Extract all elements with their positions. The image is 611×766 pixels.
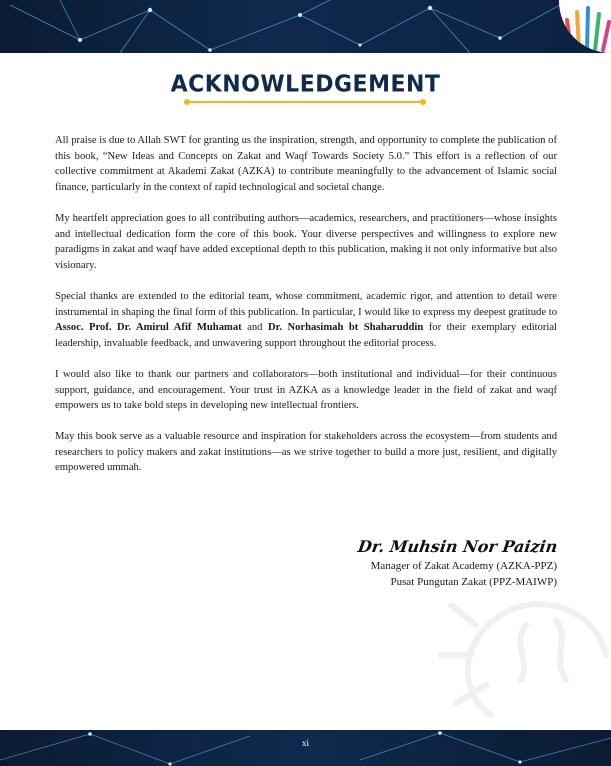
page-number: xi bbox=[301, 738, 309, 748]
paragraph-3 bbox=[55, 289, 557, 351]
editor-name-1: Assoc. Prof. Dr. Amirul Afif Muhamat bbox=[55, 322, 242, 334]
paragraph-3-part-a: Special thanks are extended to the editorial team, whose commitment, academic rigor, and attention to detail were instrumental in shaping the final form of this publication. In particular, I would like to express my deepest gratitude to bbox=[55, 290, 557, 318]
paragraph-4: I would also like to thank our partners and collaborators—both institutional and individual—for their continuous support, guidance, and encouragement. Your trust in AZKA as a knowledge leader in the field of zakat and waqf empowers us to take bold steps in developing new intellectual frontiers. bbox=[55, 368, 557, 412]
title-underline bbox=[187, 101, 423, 103]
acknowledgement-body bbox=[55, 133, 557, 492]
paragraph-1: All praise is due to Allah SWT for granting us the inspiration, strength, and opportunity to complete the publication of this book, “New Ideas and Concepts on Zakat and Waqf Towards Society 5.0.” This effort is a reflection of our collective commitment at Akademi Zakat (AZKA) to contribute meaningfully to the advancement of Islamic social finance, particularly in the context of rapid technological and societal change. bbox=[55, 135, 557, 193]
paragraph-5: May this book serve as a valuable resource and inspiration for stakeholders across the ecosystem—from students and researchers to policy makers and zakat institutions—as we strive together to build a more just, resilient, and digitally empowered ummah. bbox=[55, 431, 557, 474]
paragraph-3-part-b: for their exemplary editorial leadership, invaluable feedback, and unwavering support throughout the editorial process. bbox=[55, 322, 558, 349]
paragraph-2: My heartfelt appreciation goes to all contributing authors—academics, researchers, and practitioners—whose insights and intellectual dedication form the core of this book. Your diverse perspectives and willingness to explore new paradigms in zakat and waqf have added exceptional depth to this publication, making it not only informative but also visionary. bbox=[55, 212, 557, 271]
footer-network-pattern bbox=[0, 730, 611, 766]
lightbulb-brain-icon bbox=[431, 585, 611, 730]
paragraph-3-and: and bbox=[241, 322, 268, 334]
page-title: ACKNOWLEDGEMENT bbox=[170, 71, 441, 98]
signature-name: Dr. Muhsin Nor Paizin bbox=[356, 537, 559, 556]
signature-role: Manager of Zakat Academy (AZKA-PPZ) bbox=[370, 560, 557, 572]
header-band bbox=[0, 0, 611, 53]
network-pattern bbox=[0, 0, 611, 53]
signature-organization: Pusat Pungutan Zakat (PPZ-MAIWP) bbox=[390, 576, 557, 588]
editor-name-2: Dr. Norhasimah bt Shaharuddin bbox=[267, 322, 424, 334]
footer-band bbox=[0, 730, 611, 766]
